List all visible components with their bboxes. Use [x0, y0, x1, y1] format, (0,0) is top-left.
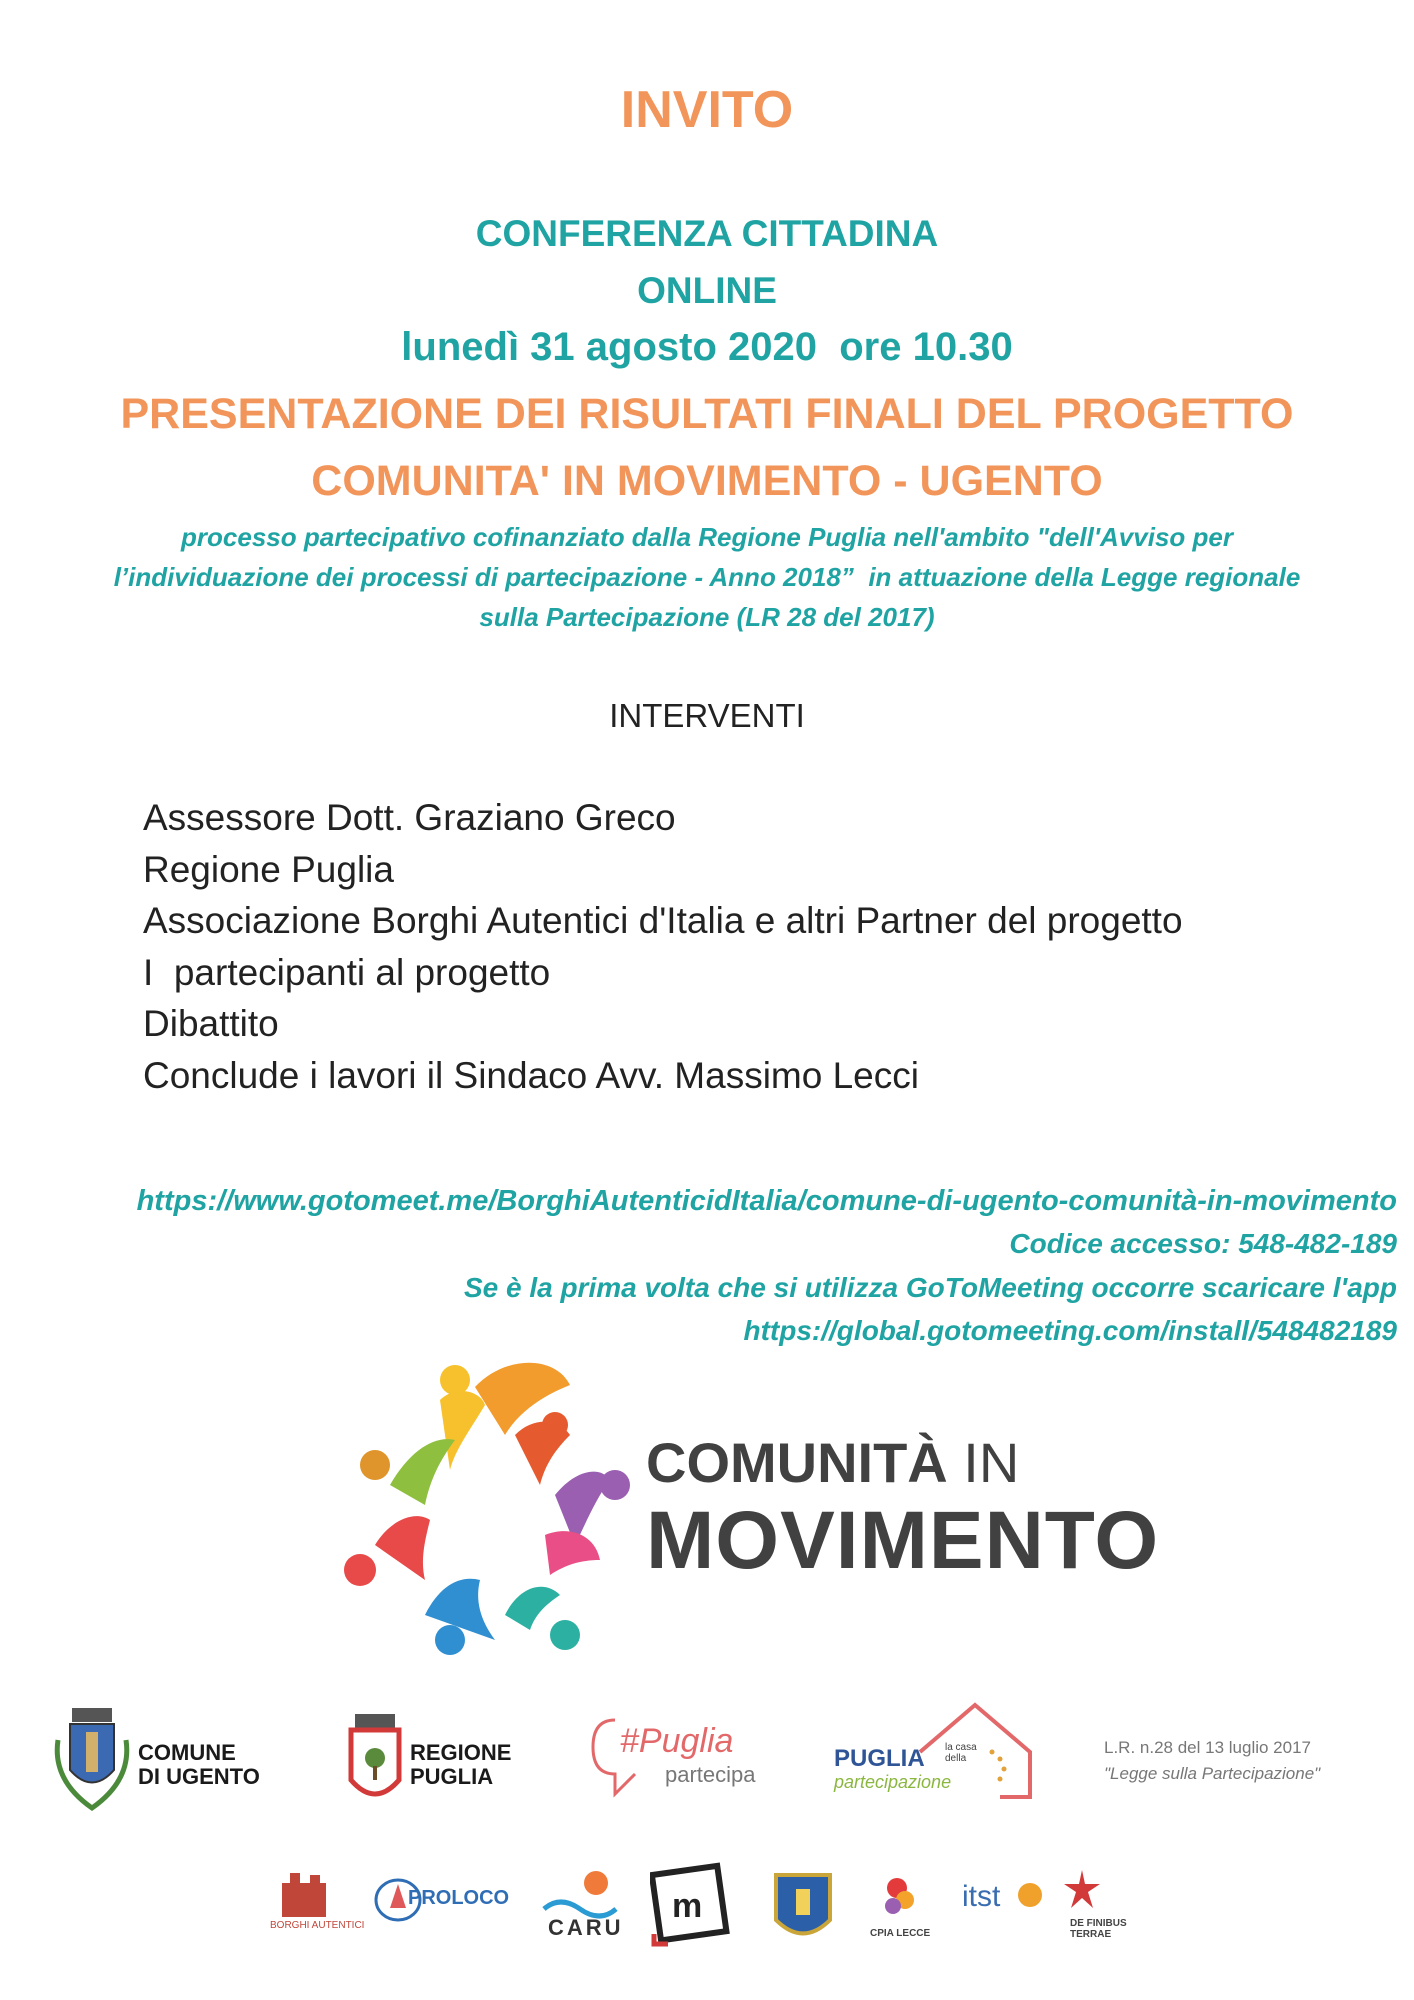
description-line3: sulla Partecipazione (LR 28 del 2017) [479, 602, 935, 632]
proloco-label: PROLOCO [408, 1887, 510, 1909]
event-mode: ONLINE [637, 270, 777, 311]
ugento-coat-of-arms-icon [52, 1700, 132, 1815]
main-logo-text-line2: MOVIMENTO [646, 1495, 1160, 1586]
speaker-item: I partecipanti al progetto [143, 951, 551, 993]
meeting-link[interactable]: https://www.gotomeet.me/BorghiAutenticidItalia/comune-di-ugento-comunità-in-movimento [136, 1185, 1397, 1217]
speaker-item: Dibattito [143, 1003, 279, 1044]
regione-puglia-coat-of-arms-icon [345, 1710, 405, 1810]
casa-partecipazione-label: PUGLIA [834, 1745, 925, 1772]
puglia-partecipa-label: #Puglia [620, 1722, 734, 1760]
svg-text:m: m [672, 1887, 703, 1925]
speaker-item: Associazione Borghi Autentici d'Italia e altri Partner del progetto [143, 900, 1183, 941]
speakers-list [143, 792, 1183, 1101]
caru-label: CARU [548, 1915, 624, 1940]
regione-puglia-label: REGIONE PUGLIA [410, 1740, 512, 1790]
event-datetime: lunedì 31 agosto 2020 ore 10.30 [401, 325, 1013, 369]
borghi-autentici-logo-icon [268, 1865, 343, 1950]
m-logo-icon [650, 1862, 730, 1947]
lr-title: "Legge sulla Partecipazione" [1104, 1764, 1321, 1783]
description-line2: l’individuazione dei processi di partecipazione - Anno 2018” in attuazione della Legge regionale [113, 562, 1301, 592]
main-logo-text-line1: COMUNITÀ IN [646, 1431, 1020, 1494]
speaker-item: Regione Puglia [143, 848, 394, 890]
invitation-title: INVITO [620, 81, 794, 139]
itst-flame-icon [1015, 1880, 1045, 1910]
lr-reference: L.R. n.28 del 13 luglio 2017 [1104, 1738, 1311, 1757]
presentation-title-line1: PRESENTAZIONE DEI RISULTATI FINALI DEL PROGETTO [120, 390, 1294, 438]
install-link[interactable]: https://global.gotomeeting.com/install/548482189 [743, 1315, 1397, 1346]
cpia-lecce-label: CPIA LECCE [870, 1928, 931, 1939]
casa-partecipazione-sublabel: partecipazione [834, 1772, 952, 1792]
casa-partecipazione-small-label: la casa della [945, 1742, 977, 1764]
de-finibus-terrae-label: DE FINIBUS TERRAE [1070, 1918, 1127, 1940]
event-type: CONFERENZA CITTADINA [475, 213, 939, 254]
itst-label: itst [962, 1880, 1001, 1913]
access-code: Codice accesso: 548-482-189 [1009, 1228, 1397, 1259]
de-finibus-terrae-star-icon [1062, 1868, 1102, 1913]
presentation-title-line2: COMUNITA' IN MOVIMENTO - UGENTO [311, 457, 1103, 505]
interventi-heading: INTERVENTI [609, 697, 805, 734]
speaker-item: Assessore Dott. Graziano Greco [143, 797, 676, 838]
speaker-item: Conclude i lavori il Sindaco Avv. Massimo Lecci [143, 1054, 919, 1096]
description-line1: processo partecipativo cofinanziato dalla Regione Puglia nell'ambito "dell'Avviso per [181, 522, 1233, 552]
association-shield-icon [768, 1865, 838, 1950]
cpia-lecce-logo-icon [875, 1870, 925, 1925]
comune-ugento-label: COMUNE DI UGENTO [138, 1740, 260, 1790]
borghi-autentici-label: BORGHI AUTENTICI [270, 1920, 365, 1931]
first-time-note: Se è la prima volta che si utilizza GoToMeeting occorre scaricare l'app [463, 1272, 1397, 1303]
puglia-partecipa-sublabel: partecipa [665, 1762, 756, 1787]
